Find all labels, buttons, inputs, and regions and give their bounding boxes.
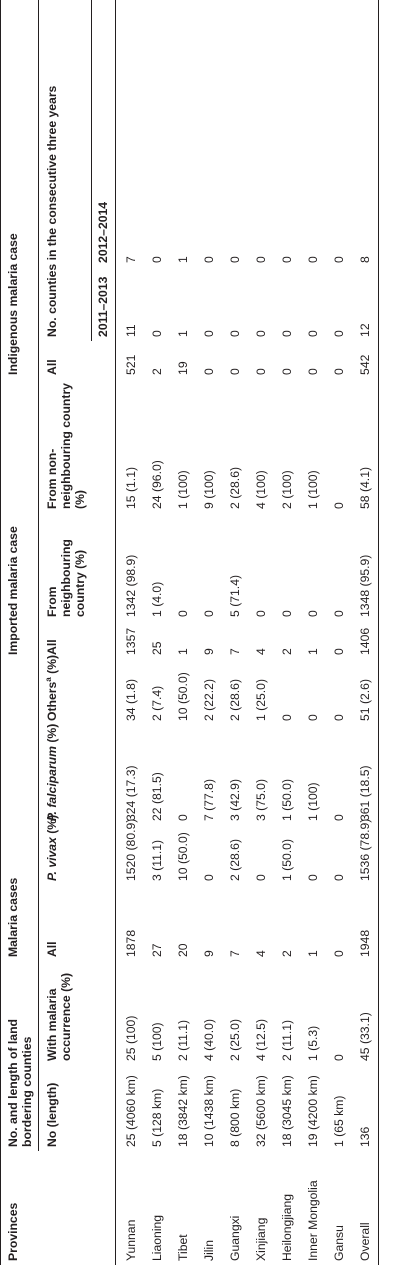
malaria-all-cell: 0	[331, 950, 346, 957]
header-2011-2013: 2011–2013	[91, 267, 115, 341]
y2011-2013-cell: 0	[149, 330, 164, 337]
p-vivax-cell: 0	[253, 874, 268, 881]
imported-all-cell: 4	[253, 648, 268, 655]
indigenous-all-cell: 0	[305, 368, 320, 375]
malaria-all-cell: 1948	[352, 885, 379, 961]
header-p-vivax: P. vivax (%)	[45, 814, 59, 881]
p-falciparum-cell: 0	[175, 814, 190, 821]
from-non-neighbouring-cell: 0	[331, 502, 346, 509]
others-cell: 2 (7.4)	[149, 685, 164, 721]
p-vivax-cell: 0	[305, 874, 320, 881]
from-non-neighbouring-cell: 24 (96.0)	[149, 460, 164, 509]
table-body	[115, 0, 378, 1265]
no-length-cell: 5 (128 km)	[149, 1088, 164, 1147]
table-row	[326, 0, 352, 1265]
imported-all-cell: 0	[331, 648, 346, 655]
header-2012-2014: 2012–2014	[91, 0, 115, 267]
imported-all-cell: 1	[175, 648, 190, 655]
province-cell: Overall	[352, 1151, 379, 1265]
p-falciparum-cell: 361 (18.5)	[352, 725, 379, 825]
header-no-length: No (length)	[45, 1082, 59, 1147]
y2012-2014-cell: 7	[123, 256, 138, 263]
indigenous-all-cell: 521	[123, 354, 138, 375]
p-falciparum-cell: 3 (75.0)	[253, 778, 268, 821]
header-border-group: No. and length of land bordering counties	[1, 961, 39, 1151]
province-cell: Gansu	[331, 1225, 346, 1261]
indigenous-all-cell: 2	[149, 368, 164, 375]
imported-all-cell: 1406	[352, 621, 379, 659]
indigenous-all-cell: 0	[227, 368, 242, 375]
with-malaria-cell: 5 (100)	[149, 1022, 164, 1061]
others-cell: 2 (28.6)	[227, 678, 242, 721]
from-neighbouring-cell: 5 (71.4)	[227, 574, 242, 617]
from-non-neighbouring-cell: 2 (100)	[279, 470, 294, 509]
from-neighbouring-cell: 0	[201, 610, 216, 617]
y2012-2014-cell: 0	[201, 256, 216, 263]
from-non-neighbouring-cell: 1 (100)	[175, 470, 190, 509]
no-length-cell: 10 (1438 km)	[201, 1075, 216, 1147]
indigenous-all-cell: 19	[175, 361, 190, 375]
from-non-neighbouring-cell: 15 (1.1)	[123, 466, 138, 509]
imported-all-cell: 9	[201, 648, 216, 655]
province-cell: Tibet	[175, 1234, 190, 1261]
imported-all-cell: 25	[149, 641, 164, 655]
with-malaria-cell: 2 (25.0)	[227, 1018, 242, 1061]
header-imported-group: Imported malaria case	[1, 379, 39, 659]
others-cell: 2 (22.2)	[201, 678, 216, 721]
table-row	[144, 0, 170, 1265]
header-malaria-all: All	[45, 941, 59, 957]
y2011-2013-cell: 0	[305, 330, 320, 337]
header-malaria-group: Malaria cases	[1, 659, 39, 961]
malaria-all-cell: 2	[279, 950, 294, 957]
with-malaria-cell: 0	[331, 1054, 346, 1061]
others-cell: 1 (25.0)	[253, 678, 268, 721]
header-with-malaria: With malaria occurrence (%)	[45, 972, 73, 1061]
from-non-neighbouring-cell: 9 (100)	[201, 470, 216, 509]
from-neighbouring-cell: 0	[305, 610, 320, 617]
y2012-2014-cell: 0	[149, 256, 164, 263]
imported-all-cell: 1357	[123, 627, 138, 655]
province-cell: Yunnan	[123, 1219, 138, 1261]
header-p-falciparum: P. falciparum (%)	[45, 723, 59, 821]
p-falciparum-cell: 1 (50.0)	[279, 778, 294, 821]
imported-all-cell: 7	[227, 648, 242, 655]
from-neighbouring-cell: 0	[279, 610, 294, 617]
malaria-all-cell: 27	[149, 943, 164, 957]
p-falciparum-cell: 22 (81.5)	[149, 772, 164, 821]
no-length-cell: 1 (65 km)	[331, 1095, 346, 1147]
province-cell: Heilongjiang	[279, 1193, 294, 1261]
from-non-neighbouring-cell: 58 (4.1)	[352, 379, 379, 513]
malaria-all-cell: 4	[253, 950, 268, 957]
y2011-2013-cell: 0	[331, 330, 346, 337]
indigenous-all-cell: 0	[331, 368, 346, 375]
header-imported-all: All	[45, 639, 59, 655]
y2011-2013-cell: 0	[227, 330, 242, 337]
table-row	[352, 0, 379, 1265]
with-malaria-cell: 2 (11.1)	[175, 1019, 190, 1061]
imported-all-cell: 1	[305, 648, 320, 655]
from-neighbouring-cell: 0	[175, 610, 190, 617]
from-neighbouring-cell: 1 (4.0)	[149, 581, 164, 617]
header-indigenous-group: Indigenous malaria case	[1, 0, 39, 379]
table-row	[274, 0, 300, 1265]
no-length-cell: 8 (800 km)	[227, 1088, 242, 1147]
from-neighbouring-cell: 1348 (95.9)	[352, 513, 379, 621]
from-non-neighbouring-cell: 2 (28.6)	[227, 466, 242, 509]
p-vivax-cell: 1536 (78.9)	[352, 825, 379, 885]
p-vivax-cell: 10 (50.0)	[175, 832, 190, 881]
y2011-2013-cell: 0	[253, 330, 268, 337]
header-from-neighbouring: From neighbouring country (%)	[45, 539, 87, 617]
p-vivax-cell: 0	[201, 874, 216, 881]
from-non-neighbouring-cell: 4 (100)	[253, 470, 268, 509]
with-malaria-cell: 2 (11.1)	[279, 1019, 294, 1061]
y2012-2014-cell: 1	[175, 256, 190, 263]
header-provinces: Provinces	[1, 1151, 92, 1265]
y2012-2014-cell: 0	[279, 256, 294, 263]
header-consecutive-years: No. counties in the consecutive three years	[39, 0, 92, 341]
no-length-cell: 19 (4200 km)	[305, 1075, 320, 1147]
province-cell: Liaoning	[149, 1214, 164, 1261]
with-malaria-cell: 25 (100)	[123, 1015, 138, 1061]
malaria-all-cell: 20	[175, 943, 190, 957]
table-row	[170, 0, 196, 1265]
no-length-cell: 18 (3045 km)	[279, 1075, 294, 1147]
y2012-2014-cell: 0	[227, 256, 242, 263]
indigenous-all-cell: 542	[352, 341, 379, 379]
p-falciparum-cell: 0	[331, 814, 346, 821]
p-vivax-cell: 0	[331, 874, 346, 881]
table-row	[300, 0, 326, 1265]
malaria-all-cell: 9	[201, 950, 216, 957]
no-length-cell: 25 (4060 km)	[123, 1075, 138, 1147]
malaria-all-cell: 1	[305, 950, 320, 957]
table-row	[196, 0, 222, 1265]
malaria-all-cell: 1878	[123, 929, 138, 957]
y2012-2014-cell: 8	[352, 0, 379, 267]
malaria-all-cell: 7	[227, 950, 242, 957]
table-row	[222, 0, 248, 1265]
table-row	[248, 0, 274, 1265]
others-cell: 51 (2.6)	[352, 659, 379, 725]
header-others: Others$^a$ (%)	[43, 654, 59, 721]
from-non-neighbouring-cell: 1 (100)	[305, 470, 320, 509]
p-vivax-cell: 3 (11.1)	[149, 839, 164, 881]
table-row	[115, 0, 144, 1265]
y2011-2013-cell: 12	[352, 267, 379, 341]
header-from-non-neighbouring: From non-neighbouring country (%)	[45, 383, 87, 509]
y2011-2013-cell: 0	[279, 330, 294, 337]
province-cell: Jilin	[201, 1240, 216, 1261]
no-length-cell: 32 (5600 km)	[253, 1075, 268, 1147]
p-falciparum-cell: 3 (42.9)	[227, 778, 242, 821]
with-malaria-cell: 45 (33.1)	[352, 961, 379, 1065]
p-falciparum-cell: 1 (100)	[305, 782, 320, 821]
p-vivax-cell: 1520 (80.9)	[123, 818, 138, 881]
y2011-2013-cell: 0	[201, 330, 216, 337]
y2012-2014-cell: 0	[305, 256, 320, 263]
header-indigenous-all: All	[45, 359, 59, 375]
y2011-2013-cell: 1	[175, 330, 190, 337]
province-cell: Xinjiang	[253, 1217, 268, 1261]
p-vivax-cell: 1 (50.0)	[279, 838, 294, 881]
province-cell: Inner Mongolia	[305, 1180, 320, 1261]
with-malaria-cell: 1 (5.3)	[305, 1025, 320, 1061]
others-cell: 0	[279, 714, 294, 721]
y2012-2014-cell: 0	[253, 256, 268, 263]
others-cell: 34 (1.8)	[123, 678, 138, 721]
with-malaria-cell: 4 (12.5)	[253, 1018, 268, 1061]
with-malaria-cell: 4 (40.0)	[201, 1018, 216, 1061]
indigenous-all-cell: 0	[201, 368, 216, 375]
others-cell: 10 (50.0)	[175, 672, 190, 721]
others-cell: 0	[331, 714, 346, 721]
others-cell: 0	[305, 714, 320, 721]
y2012-2014-cell: 0	[331, 256, 346, 263]
province-cell: Guangxi	[227, 1215, 242, 1261]
from-neighbouring-cell: 0	[253, 610, 268, 617]
indigenous-all-cell: 0	[279, 368, 294, 375]
no-length-cell: 136	[352, 1065, 379, 1151]
from-neighbouring-cell: 1342 (98.9)	[123, 554, 138, 617]
p-falciparum-cell: 324 (17.3)	[123, 765, 138, 821]
y2011-2013-cell: 11	[123, 324, 138, 337]
from-neighbouring-cell: 0	[331, 610, 346, 617]
p-falciparum-cell: 7 (77.8)	[201, 778, 216, 821]
indigenous-all-cell: 0	[253, 368, 268, 375]
no-length-cell: 18 (3842 km)	[175, 1075, 190, 1147]
p-vivax-cell: 2 (28.6)	[227, 838, 242, 881]
imported-all-cell: 2	[279, 648, 294, 655]
